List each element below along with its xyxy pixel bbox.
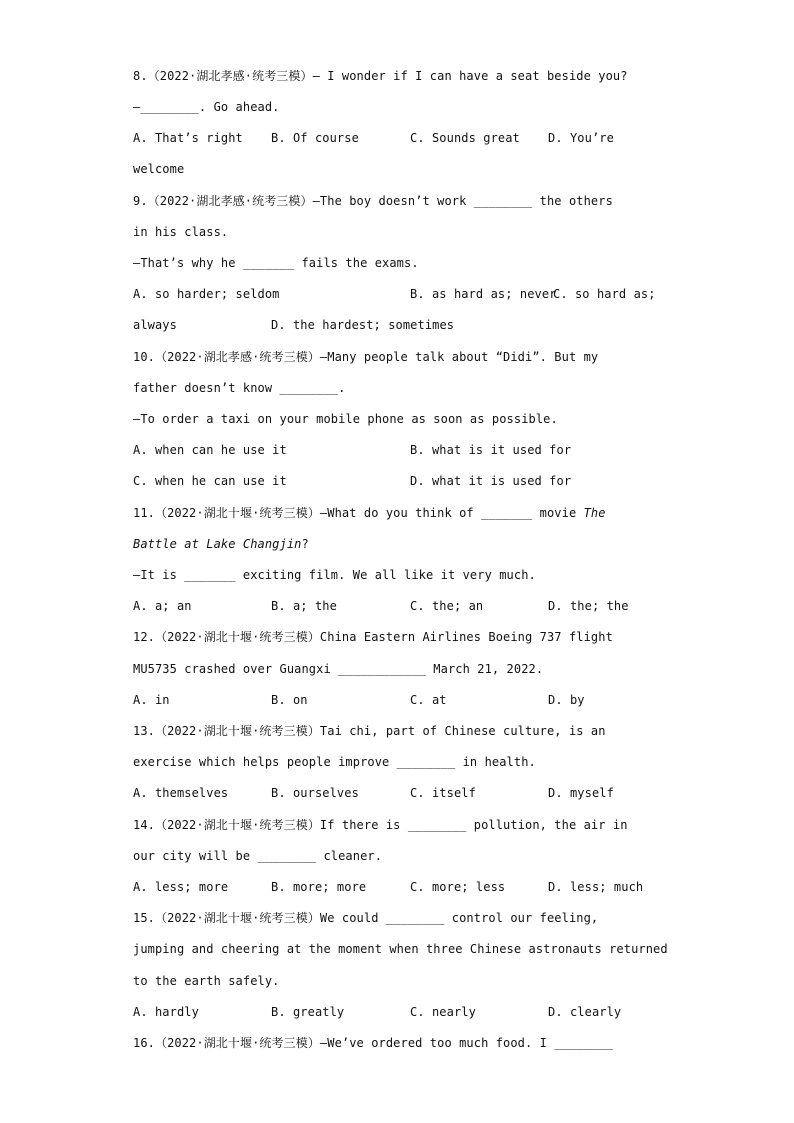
q9-option-d[interactable]: D. the hardest; sometimes [271,318,455,332]
q15-option-c[interactable]: C. nearly [410,1005,476,1019]
q11-options [133,598,653,694]
q12-stem-line-2: MU5735 crashed over Guangxi ____________ March 21, 2022. [133,662,544,676]
q15-stem-line-1: 15.（2022·湖北十堰·统考三模）We could ________ control our feeling, [133,911,599,925]
q9-option-c-continued: always [133,318,177,332]
q11-stem-line-3: —It is _______ exciting film. We all like it very much. [133,568,536,582]
q11-movie-title-end: Battle at Lake Changjin [133,537,302,551]
q11-stem-line-1 [133,505,653,521]
q13-option-a[interactable]: A. themselves [133,786,229,800]
q9-option-c[interactable]: C. so hard as; [553,287,656,301]
q12-option-a[interactable]: A. in [133,693,170,707]
q13-options [133,785,653,881]
q9-stem-line-3: —That’s why he _______ fails the exams. [133,256,419,270]
q12-options [133,692,653,788]
q10-stem-line-1: 10.（2022·湖北孝感·统考三模）—Many people talk about “Didi”. But my [133,350,599,364]
q14-option-a[interactable]: A. less; more [133,880,229,894]
q12-option-d[interactable]: D. by [548,693,585,707]
q13-option-b[interactable]: B. ourselves [271,786,359,800]
q10-stem-line-2: father doesn’t know ________. [133,381,346,395]
q13-option-d[interactable]: D. myself [548,786,614,800]
q10-option-a[interactable]: A. when can he use it [133,443,287,457]
q11-stem-text: 11.（2022·湖北十堰·统考三模）—What do you think of _______ movie [133,506,584,520]
q11-movie-title-start: The [583,506,606,520]
q11-option-b[interactable]: B. a; the [271,599,337,613]
q15-options [133,1004,653,1100]
q14-option-c[interactable]: C. more; less [410,880,506,894]
q8-options [133,130,653,226]
q8-option-d[interactable]: D. You’re [548,131,614,145]
q12-option-c[interactable]: C. at [410,693,447,707]
q10-stem-line-3: —To order a taxi on your mobile phone as soon as possible. [133,412,558,426]
q9-option-a[interactable]: A. so harder; seldom [133,287,280,301]
q14-option-d[interactable]: D. less; much [548,880,644,894]
q14-options [133,879,668,975]
q11-option-c[interactable]: C. the; an [410,599,484,613]
q13-option-c[interactable]: C. itself [410,786,476,800]
q8-stem-line-2: —________. Go ahead. [133,100,280,114]
q9-stem-line-1: 9.（2022·湖北孝感·统考三模）—The boy doesn’t work ________ the others [133,194,613,208]
q15-option-b[interactable]: B. greatly [271,1005,345,1019]
q14-option-b[interactable]: B. more; more [271,880,367,894]
q11-option-a[interactable]: A. a; an [133,599,192,613]
q15-stem-line-2: jumping and cheering at the moment when three Chinese astronauts returned [133,942,668,956]
q10-option-b[interactable]: B. what is it used for [410,443,572,457]
q8-option-a[interactable]: A. That’s right [133,131,243,145]
q15-option-d[interactable]: D. clearly [548,1005,622,1019]
q8-option-c[interactable]: C. Sounds great [410,131,520,145]
q14-stem-line-2: our city will be ________ cleaner. [133,849,383,863]
q11-stem-line-2 [133,536,653,552]
q10-option-c[interactable]: C. when he can use it [133,474,287,488]
q15-option-a[interactable]: A. hardly [133,1005,199,1019]
q11-option-d[interactable]: D. the; the [548,599,629,613]
q8-stem-line-1: 8.（2022·湖北孝感·统考三模）— I wonder if I can have a seat beside you? [133,69,628,83]
q15-stem-line-3: to the earth safely. [133,974,280,988]
q8-option-b[interactable]: B. Of course [271,131,359,145]
q16-stem-line-1: 16.（2022·湖北十堰·统考三模）—We’ve ordered too much food. I ________ [133,1036,613,1050]
q11-question-mark: ? [301,537,309,551]
q14-stem-line-1: 14.（2022·湖北十堰·统考三模）If there is ________ pollution, the air in [133,818,628,832]
q12-stem-line-1: 12.（2022·湖北十堰·统考三模）China Eastern Airlines Boeing 737 flight [133,630,613,644]
q12-option-b[interactable]: B. on [271,693,308,707]
q9-stem-line-2: in his class. [133,225,229,239]
q13-stem-line-2: exercise which helps people improve ________ in health. [133,755,536,769]
q10-option-d[interactable]: D. what it is used for [410,474,572,488]
q8-option-d-continued: welcome [133,162,185,176]
q13-stem-line-1: 13.（2022·湖北十堰·统考三模）Tai chi, part of Chinese culture, is an [133,724,606,738]
q9-option-b[interactable]: B. as hard as; never [410,287,557,301]
